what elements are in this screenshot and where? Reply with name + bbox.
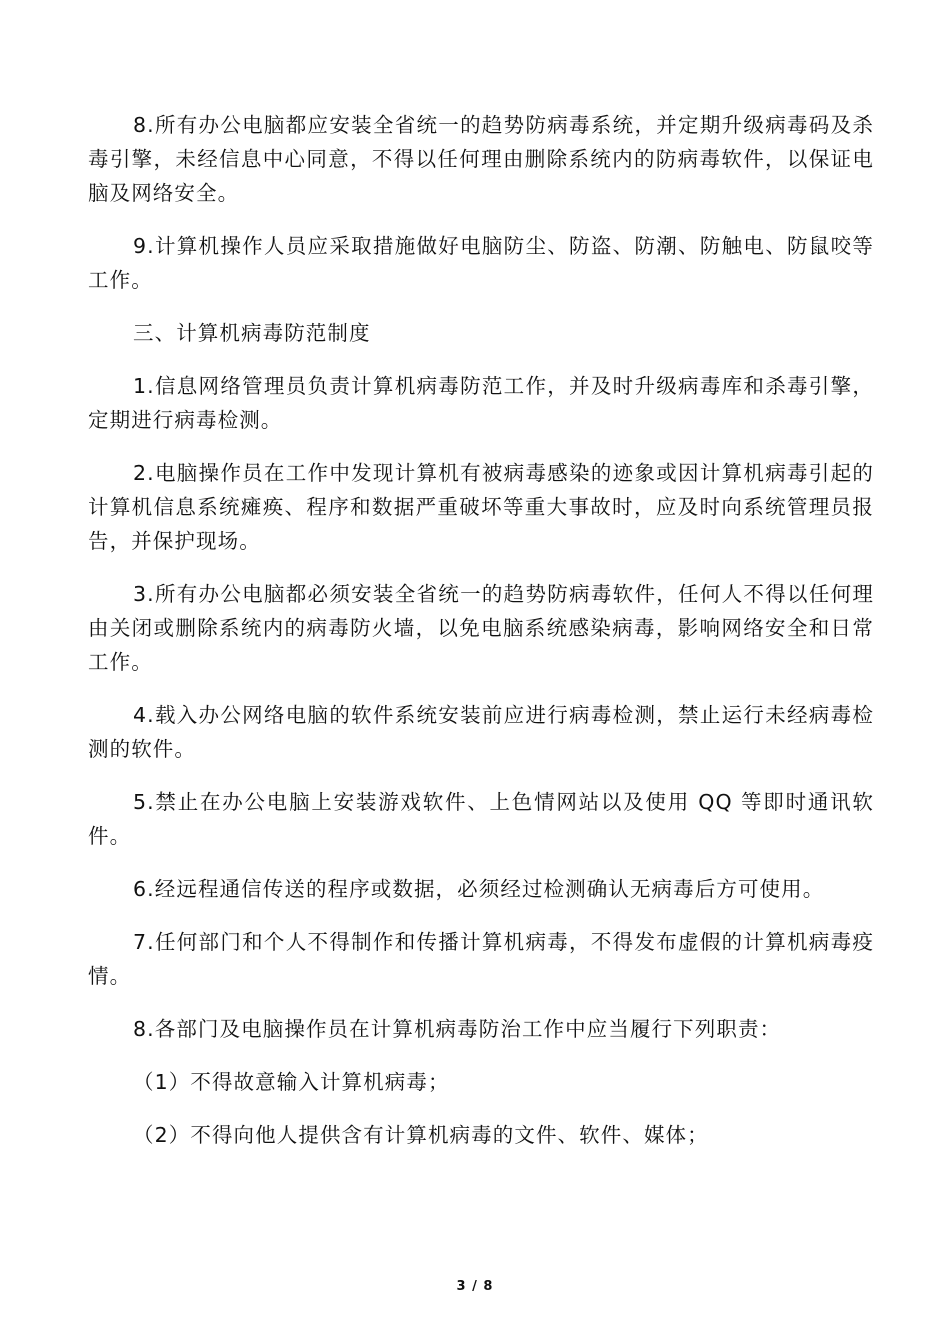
paragraph-virus-rule-5: 5.禁止在办公电脑上安装游戏软件、上色情网站以及使用 QQ 等即时通讯软件。: [88, 790, 874, 848]
section-heading-virus-prevention: 三、计算机病毒防范制度: [133, 321, 371, 345]
list-item-duty-1: （1）不得故意输入计算机病毒；: [133, 1070, 450, 1094]
paragraph-virus-rule-1: 1.信息网络管理员负责计算机病毒防范工作，并及时升级病毒库和杀毒引擎，定期进行病毒检测。: [88, 374, 874, 432]
paragraph-virus-rule-6: 6.经远程通信传送的程序或数据，必须经过检测确认无病毒后方可使用。: [133, 877, 825, 901]
paragraph-virus-rule-4: 4.载入办公网络电脑的软件系统安装前应进行病毒检测，禁止运行未经病毒检测的软件。: [88, 703, 874, 761]
document-body: [88, 108, 874, 1171]
list-item-duty-2: （2）不得向他人提供含有计算机病毒的文件、软件、媒体；: [133, 1123, 709, 1147]
paragraph-virus-rule-7: 7.任何部门和个人不得制作和传播计算机病毒，不得发布虚假的计算机病毒疫情。: [88, 930, 874, 988]
page-number: 3 / 8: [456, 1279, 494, 1294]
paragraph-virus-rule-2: 2.电脑操作员在工作中发现计算机有被病毒感染的迹象或因计算机病毒引起的计算机信息系统瘫痪、程序和数据严重破坏等重大事故时，应及时向系统管理员报告，并保护现场。: [88, 461, 874, 553]
paragraph-virus-rule-8: 8.各部门及电脑操作员在计算机病毒防治工作中应当履行下列职责：: [133, 1017, 782, 1041]
paragraph-virus-rule-3: 3.所有办公电脑都必须安装全省统一的趋势防病毒软件，任何人不得以任何理由关闭或删除系统内的病毒防火墙，以免电脑系统感染病毒，影响网络安全和日常工作。: [88, 582, 874, 674]
paragraph-rule-8-antivirus-install: 8.所有办公电脑都应安装全省统一的趋势防病毒系统，并定期升级病毒码及杀毒引擎，未经信息中心同意，不得以任何理由删除系统内的防病毒软件，以保证电脑及网络安全。: [88, 113, 874, 205]
paragraph-rule-9-physical-protection: 9.计算机操作人员应采取措施做好电脑防尘、防盗、防潮、防触电、防鼠咬等工作。: [88, 234, 874, 292]
